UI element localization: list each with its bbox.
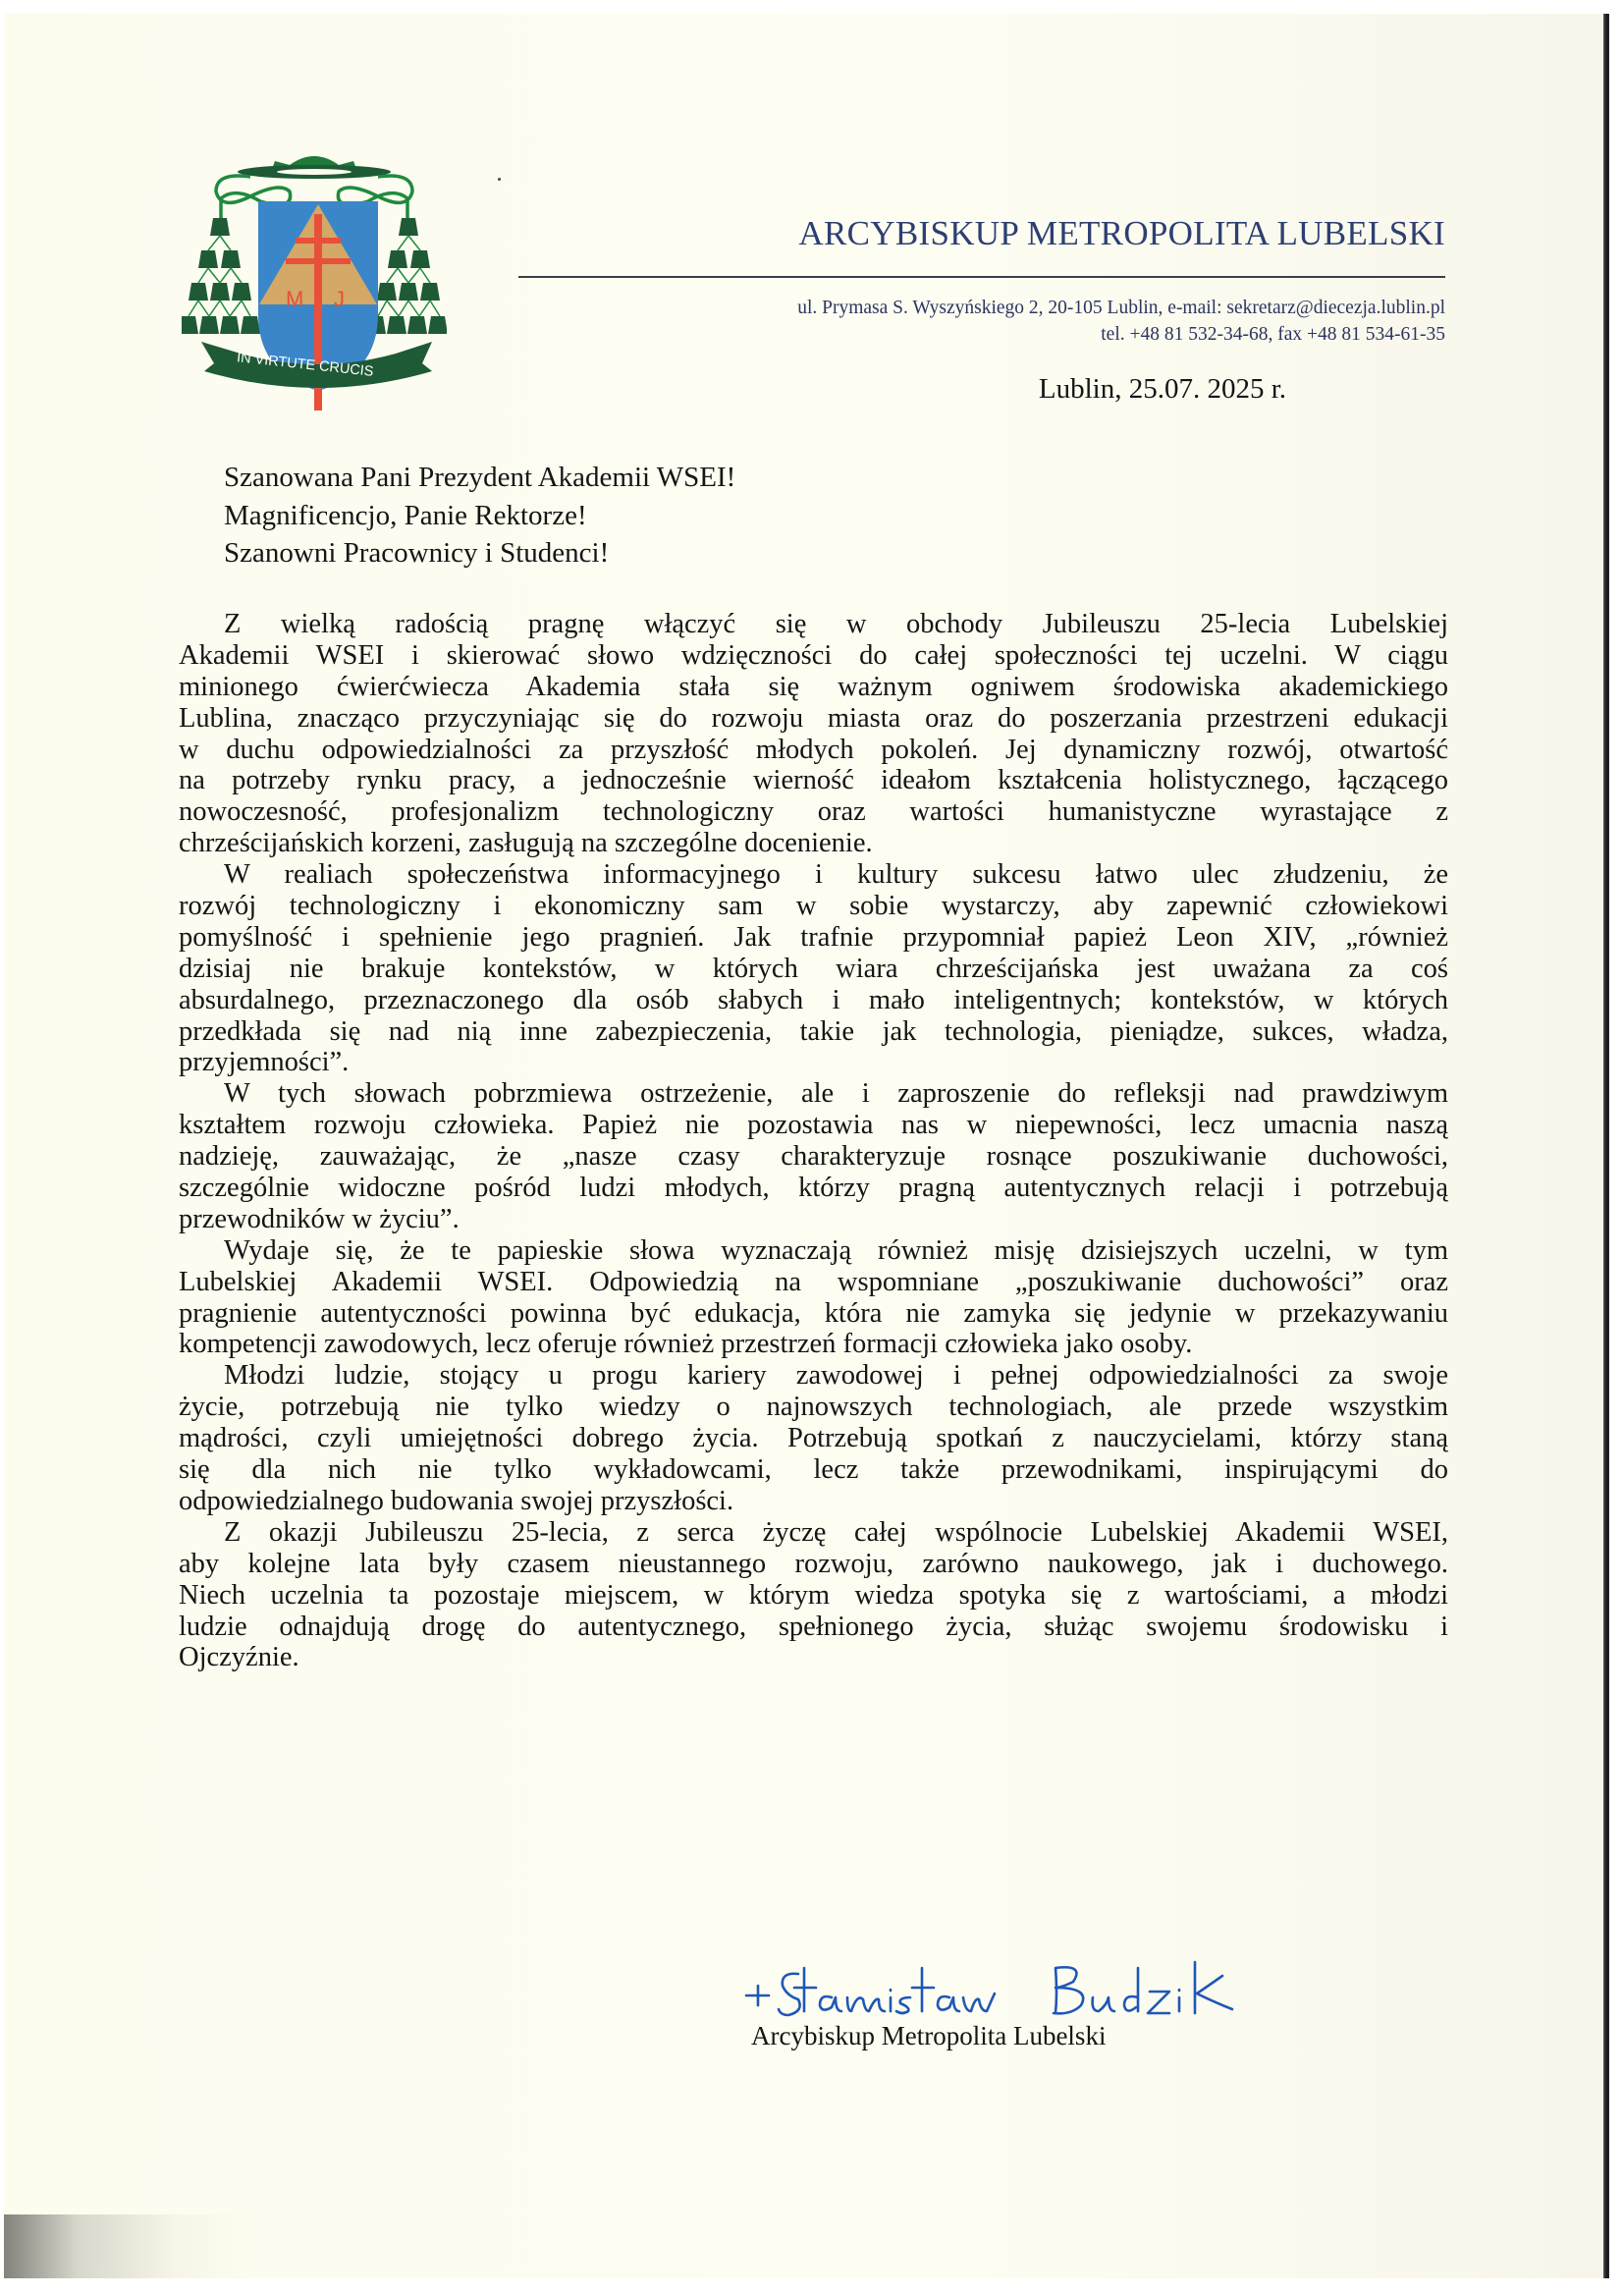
salutation-line: Szanowana Pani Prezydent Akademii WSEI!: [224, 462, 736, 493]
paragraph-line: w duchu odpowiedzialności za przyszłość młodych pokoleń. Jej dynamiczny rozwój, otwartość: [179, 734, 1448, 765]
paragraph-line: Akademii WSEI i skierować słowo wdzięczności do całej społeczności tej uczelni. W ciągu: [179, 639, 1448, 671]
paragraph: [179, 1235, 1448, 1361]
paragraph: [179, 1078, 1448, 1234]
svg-text:IN VIRTUTE CRUCIS: IN VIRTUTE CRUCIS: [236, 350, 375, 380]
signer-title: Arcybiskup Metropolita Lubelski: [751, 2021, 1107, 2050]
scan-edge-shadow: [1603, 14, 1609, 2278]
scan-speck: [498, 178, 501, 181]
paragraph-line: szczególnie widoczne pośród ludzi młodych, którzy pragną autentycznych relacji i potrzebują: [179, 1173, 1448, 1204]
paragraph-line: Wydaje się, że te papieskie słowa wyznaczają również misję dzisiejszych uczelni, w tym: [224, 1234, 1448, 1266]
tassels-right-icon: [366, 218, 447, 334]
paragraph-line: przewodników w życiu”.: [179, 1203, 460, 1234]
paragraph-line: aby kolejne lata były czasem nieustannego rozwoju, zarówno naukowego, jak i duchowego.: [179, 1548, 1448, 1579]
paragraph: [179, 1517, 1448, 1673]
paragraph-line: Młodzi ludzie, stojący u progu kariery zawodowej i pełnej odpowiedzialności za swoje: [224, 1360, 1448, 1392]
letter-date: Lublin, 25.07. 2025 r.: [1038, 373, 1286, 405]
paragraph-line: Ojczyźnie.: [179, 1642, 299, 1673]
svg-text:J: J: [334, 287, 345, 311]
salutation-line: Magnificencjo, Panie Rektorze!: [224, 499, 587, 531]
paragraph: [179, 1360, 1448, 1516]
paragraph-line: się dla nich nie tylko wykładowcami, lecz także przewodnikami, inspirującymi do: [179, 1454, 1448, 1486]
paragraph-line: W tych słowach pobrzmiewa ostrzeżenie, ale i zaproszenie do refleksji nad prawdziwym: [224, 1078, 1448, 1110]
paragraph-line: przedkłada się nad nią inne zabezpieczenia, takie jak technologia, pieniądze, sukces, władza,: [179, 1015, 1448, 1047]
paragraph-line: nadzieję, zauważając, że „nasze czasy charakteryzuje rosnące poszukiwanie duchowości,: [179, 1141, 1448, 1173]
paragraph-line: nowoczesność, profesjonalizm technologiczny oraz wartości humanistyczne wyrastające z: [179, 796, 1448, 828]
letterhead-address: ul. Prymasa S. Wyszyńskiego 2, 20-105 Lublin, e-mail: sekretarz@diecezja.lublin.pl: [797, 298, 1445, 318]
paragraph-line: Lublina, znacząco przyczyniając się do rozwoju miasta oraz do poszerzania przestrzeni edukacji: [179, 702, 1448, 734]
salutation: [224, 459, 735, 573]
coat-of-arms-logo: [182, 147, 447, 417]
svg-text:M: M: [286, 287, 304, 311]
paragraph-line: przyjemności”.: [179, 1047, 350, 1078]
paragraph-line: pragnienie autentyczności powinna być edukacja, która nie zamyka się jedynie w przekazywaniu: [179, 1297, 1448, 1329]
letterhead-title: ARCYBISKUP METROPOLITA LUBELSKI: [798, 214, 1445, 252]
tassels-left-icon: [182, 218, 260, 334]
paragraph-line: kształtem rozwoju człowieka. Papież nie pozostawia nas w niepewności, lecz umacnia naszą: [179, 1110, 1448, 1141]
paragraph: [179, 609, 1448, 859]
paragraph-line: pomyślność i spełnienie jego pragnień. Jak trafnie przypomniał papież Leon XIV, „również: [179, 921, 1448, 953]
paragraph-line: Z okazji Jubileuszu 25-lecia, z serca życzę całej wspólnocie Lubelskiej Akademii WSEI,: [224, 1516, 1448, 1548]
scan-corner-shadow: [4, 2214, 249, 2278]
paragraph-line: minionego ćwierćwiecza Akademia stała się ważnym ogniwem środowiska akademickiego: [179, 671, 1448, 702]
letterhead-phone-fax: tel. +48 81 532-34-68, fax +48 81 534-61-35: [1101, 324, 1445, 345]
paragraph-line: mądrości, czyli umiejętności dobrego życia. Potrzebują spotkań z nauczycielami, którzy staną: [179, 1423, 1448, 1454]
letterhead-divider: [518, 276, 1445, 278]
letter-body: [179, 609, 1448, 1673]
paragraph-line: Z wielką radością pragnę włączyć się w obchody Jubileuszu 25-lecia Lubelskiej: [224, 609, 1448, 639]
paragraph-line: absurdalnego, przeznaczonego dla osób słabych i mało inteligentnych; kontekstów, w których: [179, 984, 1448, 1015]
paragraph-line: odpowiedzialnego budowania swojej przyszłości.: [179, 1485, 734, 1516]
paragraph-line: Niech uczelnia ta pozostaje miejscem, w którym wiedza spotyka się z wartościami, a młodzi: [179, 1579, 1448, 1611]
paragraph-line: dzisiaj nie brakuje kontekstów, w których wiara chrześcijańska jest uważana za coś: [179, 953, 1448, 984]
paragraph-line: Lubelskiej Akademii WSEI. Odpowiedzią na wspomniane „poszukiwanie duchowości” oraz: [179, 1266, 1448, 1297]
paragraph: [179, 859, 1448, 1078]
paragraph-line: życie, potrzebują nie tylko wiedzy o najnowszych technologiach, ale przede wszystkim: [179, 1392, 1448, 1423]
paragraph-line: rozwój technologiczny i ekonomiczny sam w sobie wystarczy, aby zapewnić człowiekowi: [179, 891, 1448, 922]
paragraph-line: na potrzeby rynku pracy, a jednocześnie wierność ideałom kształcenia holistycznego, łączącego: [179, 765, 1448, 796]
paragraph-line: W realiach społeczeństwa informacyjnego i kultury sukcesu łatwo ulec złudzeniu, że: [224, 859, 1448, 891]
paragraph-line: chrześcijańskich korzeni, zasługują na szczególne docenienie.: [179, 828, 873, 859]
paragraph-line: kompetencji zawodowych, lecz oferuje również przestrzeń formacji człowieka jako osoby.: [179, 1329, 1193, 1360]
salutation-line: Szanowni Pracownicy i Studenci!: [224, 537, 610, 569]
handwritten-signature: [741, 1954, 1252, 2023]
paragraph-line: ludzie odnajdują drogę do autentycznego, spełnionego życia, służąc swojemu środowisku i: [179, 1611, 1448, 1642]
